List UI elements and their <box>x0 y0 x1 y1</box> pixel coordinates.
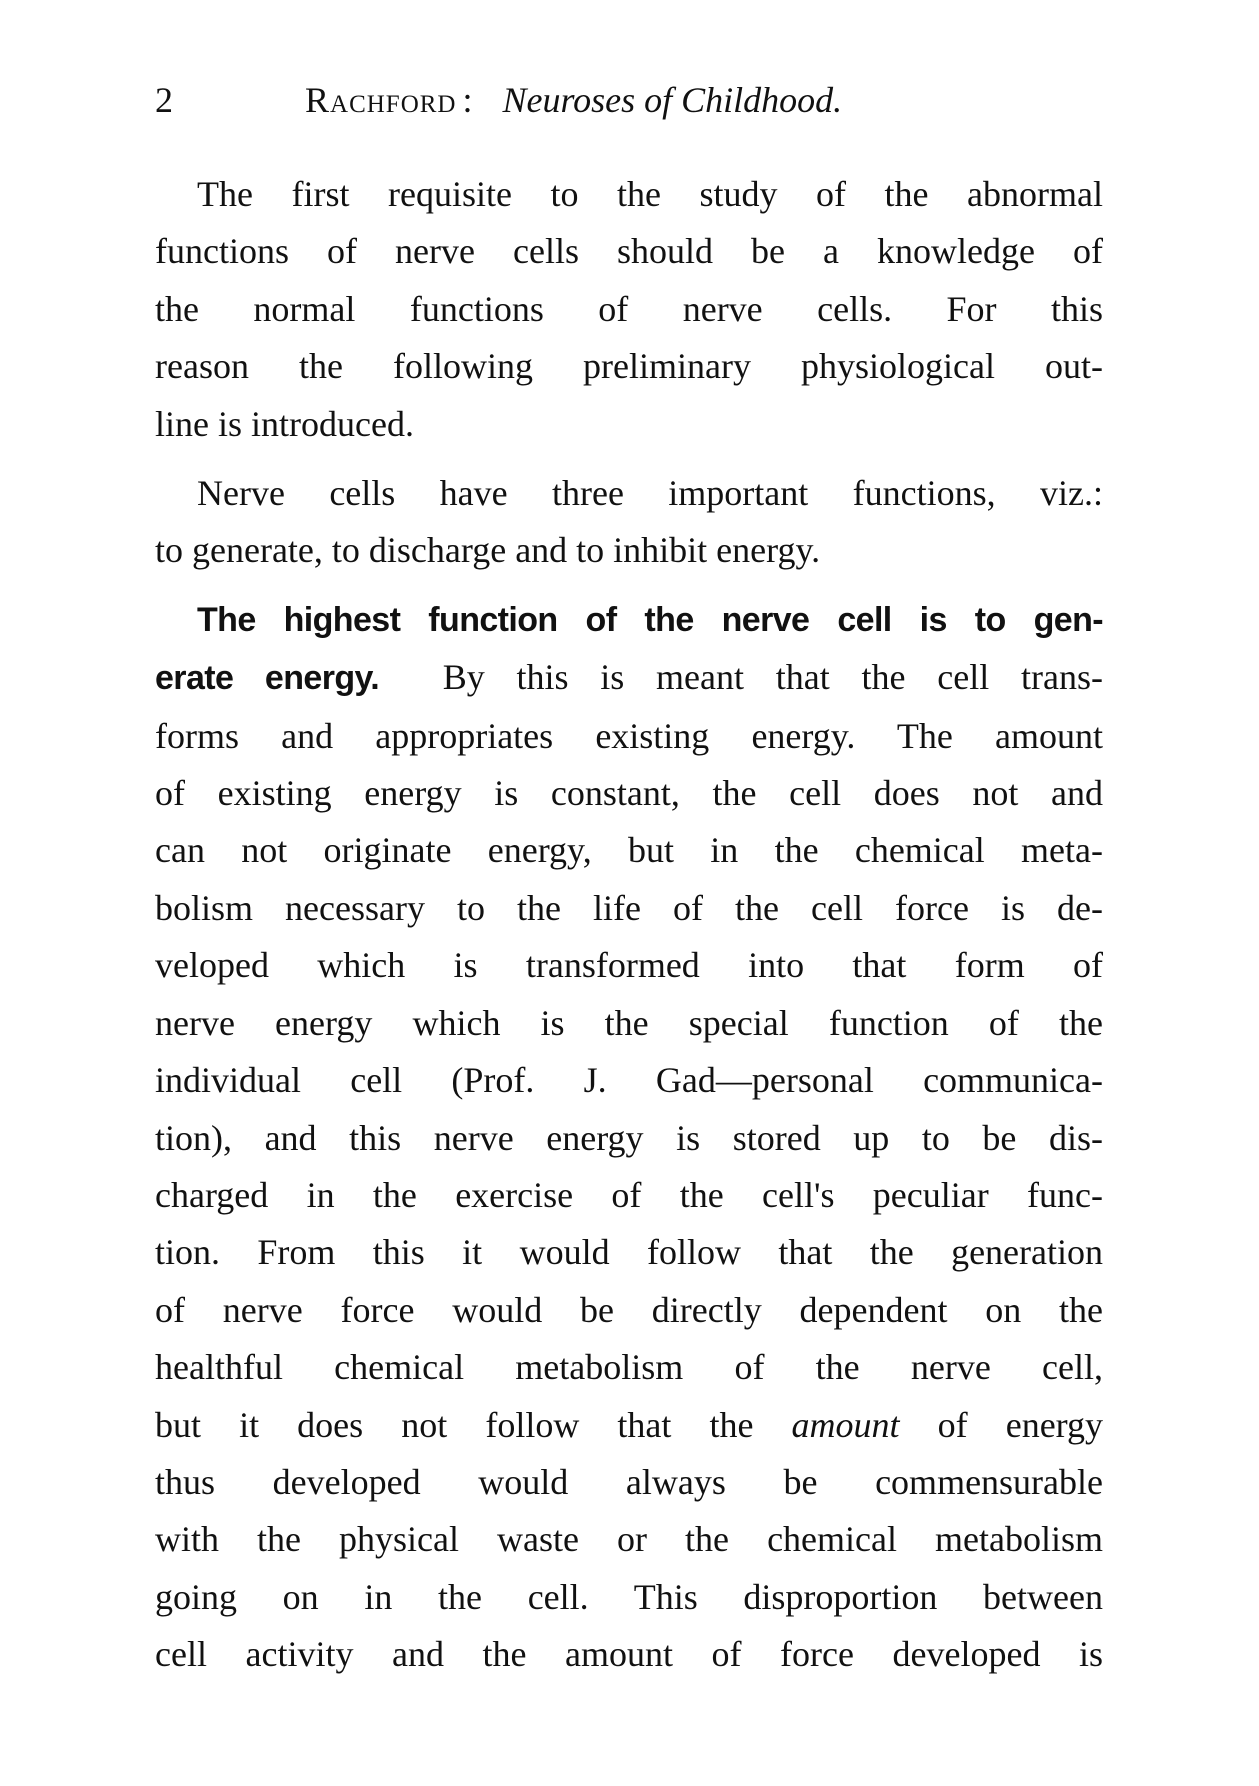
book-page <box>155 78 1103 1684</box>
running-head-title: Neuroses of Childhood. <box>502 80 843 120</box>
running-head-author: Rachford <box>305 80 457 120</box>
text-line: reason the following preliminary physiological out- <box>155 346 1103 387</box>
bold-lead-line: The highest function of the nerve cell is to gen- <box>197 600 1103 639</box>
text-line: functions of nerve cells should be a knowledge of <box>155 231 1103 272</box>
text-line: can not originate energy, but in the chemical meta- <box>155 830 1103 871</box>
text-line: individual cell (Prof. J. Gad—personal communica- <box>155 1060 1103 1101</box>
text-line: of existing energy is constant, the cell does not and <box>155 773 1103 814</box>
text-line: line is introduced. <box>155 403 414 444</box>
text-run: but it does not follow that the <box>155 1404 754 1445</box>
running-head-separator: : <box>462 80 473 120</box>
text-line: forms and appropriates existing energy. The amount <box>155 715 1103 756</box>
text-line: the normal functions of nerve cells. For this <box>155 288 1103 329</box>
text-line: to generate, to discharge and to inhibit energy. <box>155 530 821 571</box>
text-line: bolism necessary to the life of the cell force is de- <box>155 887 1103 928</box>
text-line: with the physical waste or the chemical metabolism <box>155 1519 1103 1560</box>
bold-lead-end: erate energy. <box>155 659 380 698</box>
text-line: thus developed would always be commensurable <box>155 1461 1103 1502</box>
text-line: Nerve cells have three important functions, viz.: <box>197 473 1103 514</box>
text-run: By this is meant that the cell trans- <box>442 657 1104 698</box>
text-line: nerve energy which is the special function of the <box>155 1002 1103 1043</box>
page-number: 2 <box>155 80 173 120</box>
text-line: cell activity and the amount of force developed is <box>155 1634 1103 1675</box>
paragraph-3 <box>155 592 1103 1684</box>
text-line <box>155 1397 1103 1454</box>
paragraph-2 <box>155 465 1103 580</box>
running-head <box>155 78 1103 122</box>
text-line: tion), and this nerve energy is stored up to be dis- <box>155 1117 1103 1158</box>
paragraph-1 <box>155 166 1103 453</box>
text-line: going on in the cell. This disproportion between <box>155 1576 1103 1617</box>
text-line: of nerve force would be directly dependent on the <box>155 1289 1103 1330</box>
text-run: of energy <box>937 1404 1104 1445</box>
text-line: healthful chemical metabolism of the nerve cell, <box>155 1347 1103 1388</box>
italic-emphasis: amount <box>791 1404 900 1445</box>
text-line: The first requisite to the study of the abnormal <box>197 174 1103 214</box>
text-line: charged in the exercise of the cell's peculiar func- <box>155 1174 1103 1215</box>
text-line <box>155 649 1103 707</box>
text-line: veloped which is transformed into that form of <box>155 945 1103 986</box>
text-line: tion. From this it would follow that the generation <box>155 1232 1103 1273</box>
body-text <box>155 166 1103 1684</box>
